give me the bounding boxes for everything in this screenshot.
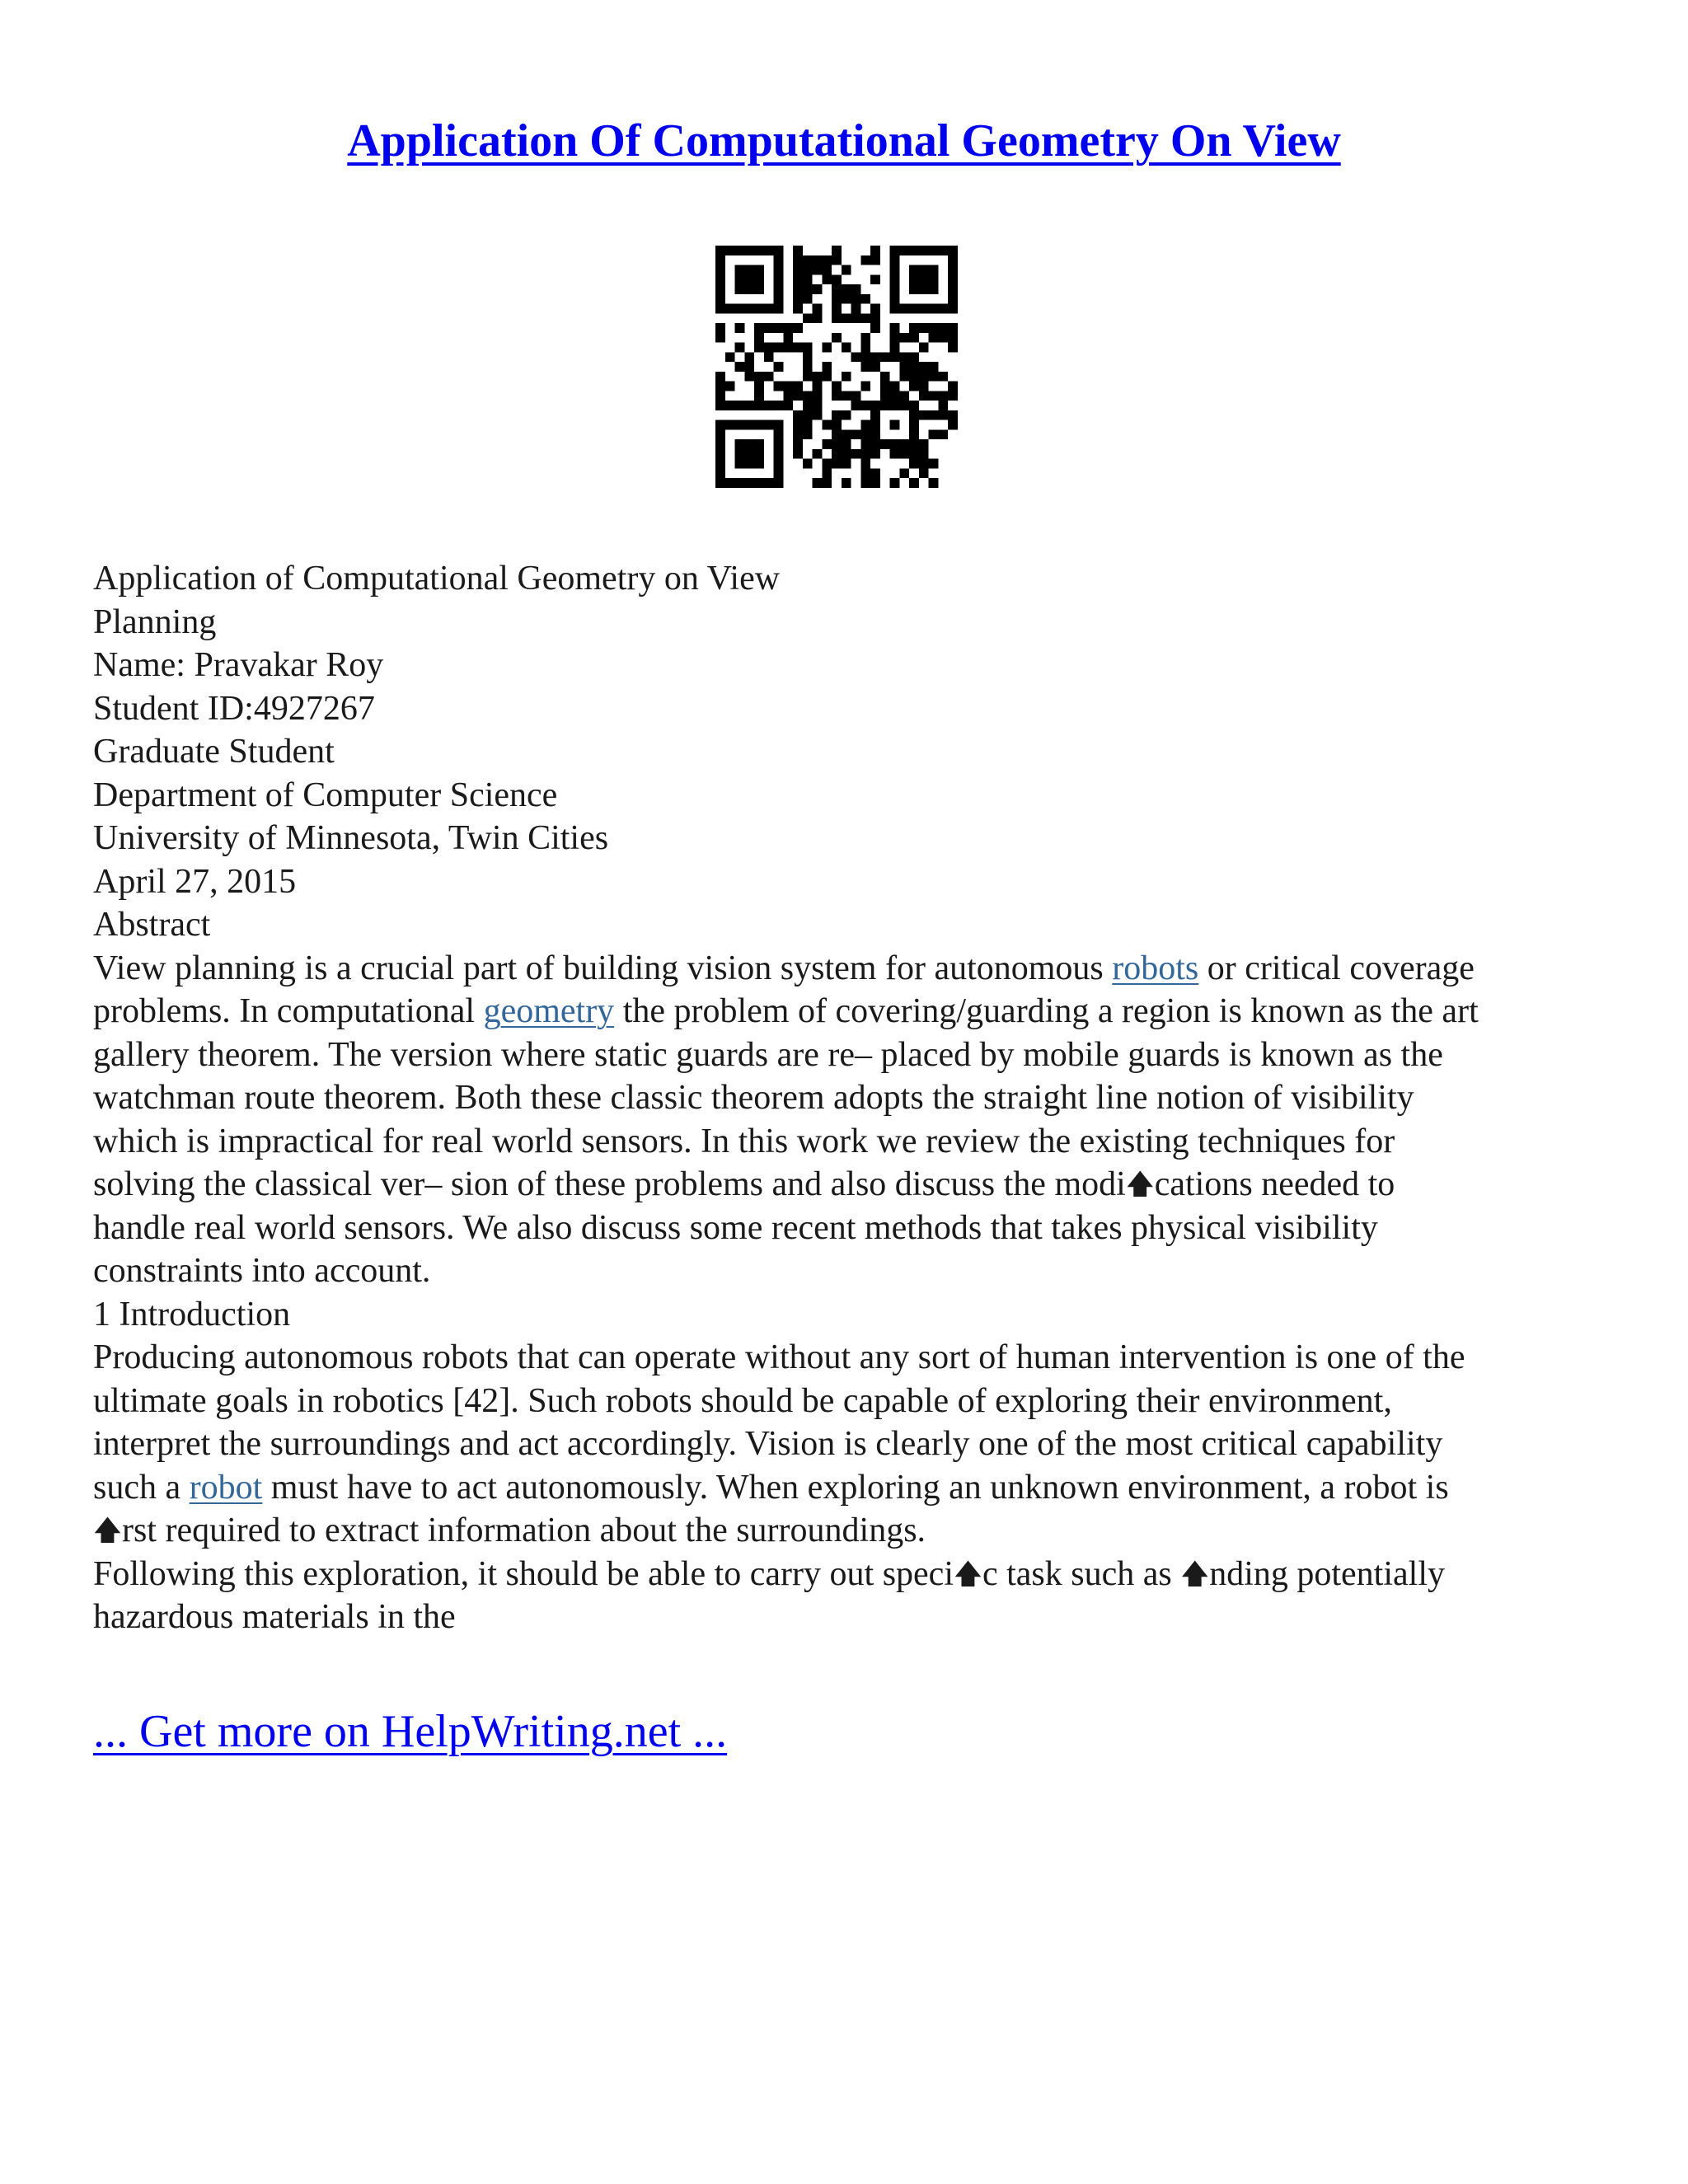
missing-glyph-icon: 🡅: [93, 1514, 122, 1547]
author-role: Graduate Student: [93, 733, 335, 771]
robots-link[interactable]: robots: [1112, 949, 1199, 987]
qr-code-image: [715, 246, 958, 488]
intro-line: interpret the surroundings and act accordingly. Vision is clearly one of the most critical capability: [93, 1425, 1443, 1463]
text-span: or critical coverage: [1198, 949, 1475, 987]
department: Department of Computer Science: [93, 776, 558, 814]
intro-heading: 1 Introduction: [93, 1295, 291, 1333]
abstract-line: watchman route theorem. Both these classic theorem adopts the straight line notion of visibility: [93, 1079, 1414, 1117]
text-span: c task such as: [982, 1554, 1181, 1593]
text-span: cations needed to: [1154, 1165, 1395, 1203]
date: April 27, 2015: [93, 862, 297, 901]
qr-code-graphic: [715, 246, 958, 488]
abstract-line: which is impractical for real world sensors. In this work we review the existing techniques for: [93, 1122, 1395, 1160]
intro-line: [93, 1509, 1601, 1553]
missing-glyph-icon: 🡅: [1180, 1557, 1210, 1591]
geometry-link[interactable]: geometry: [483, 992, 615, 1030]
robot-link[interactable]: robot: [189, 1468, 263, 1507]
text-span: problems. In computational: [93, 992, 484, 1030]
document-title: [0, 114, 1688, 169]
abstract-heading: Abstract: [93, 906, 211, 944]
text-span: Following this exploration, it should be able to carry out speci: [93, 1554, 954, 1593]
missing-glyph-icon: 🡅: [1125, 1168, 1155, 1201]
university: University of Minnesota, Twin Cities: [93, 819, 609, 857]
abstract-line: [93, 990, 1601, 1033]
text-span: View planning is a crucial part of building vision system for autonomous: [93, 949, 1113, 987]
text-span: rst required to extract information about the surroundings.: [121, 1511, 926, 1549]
document-title-link[interactable]: Application Of Computational Geometry On View: [347, 115, 1341, 166]
text-span: solving the classical ver– sion of these problems and also discuss the modi: [93, 1165, 1126, 1203]
more-link-container: [93, 1704, 727, 1760]
header-line: Application of Computational Geometry on View: [93, 560, 781, 598]
intro-line: Producing autonomous robots that can operate without any sort of human intervention is one of the: [93, 1338, 1465, 1376]
intro-line: [93, 1466, 1601, 1510]
text-span: nding potentially: [1209, 1554, 1445, 1593]
abstract-line: handle real world sensors. We also discuss some recent methods that takes physical visibility: [93, 1208, 1378, 1247]
document-body: [93, 557, 1601, 1639]
abstract-line: gallery theorem. The version where static guards are re– placed by mobile guards is known as the: [93, 1035, 1443, 1074]
abstract-line: constraints into account.: [93, 1252, 431, 1290]
author-name: Name: Pravakar Roy: [93, 646, 384, 684]
intro-line: [93, 1553, 1601, 1596]
text-span: must have to act autonomously. When exploring an unknown environment, a robot is: [262, 1468, 1449, 1507]
student-id: Student ID:4927267: [93, 689, 375, 728]
missing-glyph-icon: 🡅: [954, 1557, 982, 1591]
abstract-line: [93, 947, 1601, 991]
intro-line: ultimate goals in robotics [42]. Such robots should be capable of exploring their environment,: [93, 1381, 1392, 1420]
text-span: such a: [93, 1468, 190, 1507]
get-more-link[interactable]: ... Get more on HelpWriting.net ...: [93, 1706, 728, 1757]
header-line: Planning: [93, 602, 217, 641]
text-span: the problem of covering/guarding a region is known as the art: [614, 992, 1479, 1030]
abstract-line: [93, 1163, 1601, 1207]
intro-line: hazardous materials in the: [93, 1598, 456, 1636]
